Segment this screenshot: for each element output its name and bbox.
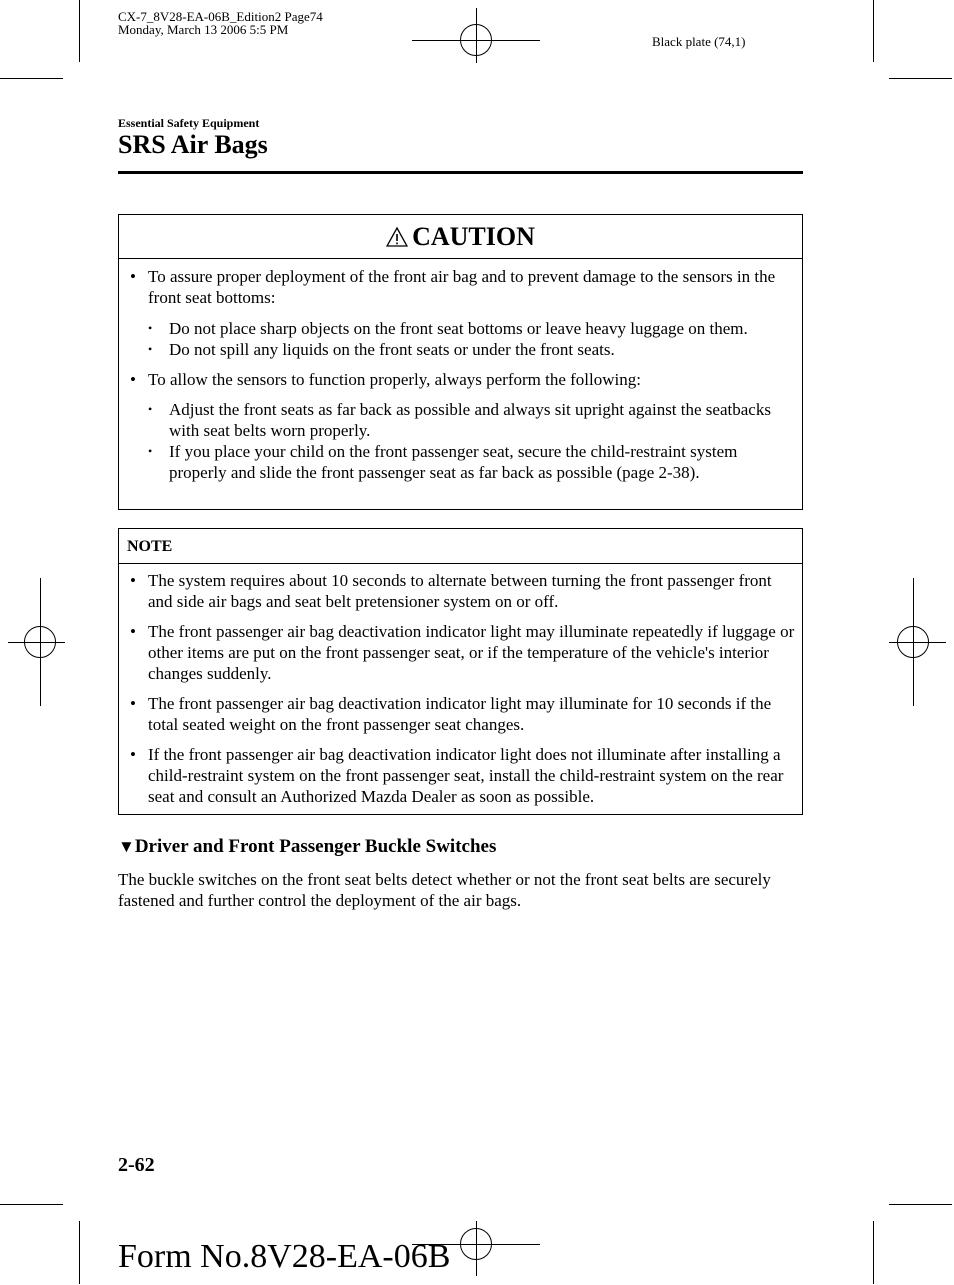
title-rule <box>118 171 803 174</box>
warning-triangle-icon <box>386 226 408 248</box>
caution-item <box>119 369 796 390</box>
note-body <box>119 564 802 807</box>
caution-subitem-text: If you place your child on the front passenger seat, secure the child-restraint system properly and slide the front passenger seat as far back as possible (page 2-38). <box>169 442 738 482</box>
caution-box <box>118 214 803 510</box>
body-paragraph: The buckle switches on the front seat belts detect whether or not the front seat belts are securely fastened and further control the deployment of the air bags. <box>118 870 771 910</box>
caution-item-text: To assure proper deployment of the front air bag and to prevent damage to the sensors in the front seat bottoms: <box>148 267 776 307</box>
subsection-heading <box>118 836 496 858</box>
form-number: Form No.8V28-EA-06B <box>118 1238 451 1275</box>
crop-mark <box>889 78 952 79</box>
registration-circle <box>460 1228 492 1260</box>
crop-mark <box>79 1221 80 1284</box>
note-item <box>119 744 796 807</box>
note-item <box>119 621 796 684</box>
caution-subitem <box>119 441 796 483</box>
crop-mark <box>873 1221 874 1284</box>
registration-circle <box>897 626 929 658</box>
crop-mark <box>889 1204 952 1205</box>
crop-mark <box>79 0 80 62</box>
print-file-line: CX-7_8V28-EA-06B_Edition2 Page74 <box>118 9 323 24</box>
caution-subitem-text: Adjust the front seats as far back as possible and always sit upright against the seatbacks with seat belts worn properly. <box>169 400 771 440</box>
caution-heading: CAUTION <box>412 221 535 251</box>
bullet-dot-icon: • <box>148 402 153 416</box>
page-title: SRS Air Bags <box>118 130 268 159</box>
crop-mark <box>0 1204 63 1205</box>
note-item <box>119 570 796 612</box>
note-item-text: If the front passenger air bag deactivation indicator light does not illuminate after installing a child-restraint system on the front passenger seat, install the child-restraint system on the rear seat and consult an Authorized Mazda Dealer as soon as possible. <box>148 745 784 806</box>
caution-subitem <box>119 339 796 360</box>
subsection-heading-text: Driver and Front Passenger Buckle Switches <box>134 836 497 857</box>
plate-label: Black plate (74,1) <box>652 34 746 49</box>
caution-body <box>119 259 802 483</box>
bullet-dot-icon: • <box>130 571 136 590</box>
registration-circle <box>460 24 492 56</box>
bullet-dot-icon: • <box>148 444 153 458</box>
note-item-text: The front passenger air bag deactivation indicator light may illuminate repeatedly if luggage or other items are put on the front passenger seat, or if the temperature of the vehicle's interior changes suddenly. <box>148 622 795 683</box>
caution-subitem <box>119 318 796 339</box>
print-date-line: Monday, March 13 2006 5:5 PM <box>118 22 289 37</box>
bullet-dot-icon: • <box>130 694 136 713</box>
note-item <box>119 693 796 735</box>
bullet-dot-icon: • <box>130 370 136 389</box>
note-heading: NOTE <box>119 529 802 564</box>
page-number: 2-62 <box>118 1154 155 1176</box>
triangle-down-icon: ▼ <box>118 837 135 856</box>
bullet-dot-icon: • <box>130 267 136 286</box>
caution-subitem <box>119 399 796 441</box>
crop-mark <box>873 0 874 62</box>
bullet-dot-icon: • <box>148 342 153 356</box>
bullet-dot-icon: • <box>130 745 136 764</box>
caution-header <box>119 215 802 259</box>
bullet-dot-icon: • <box>148 321 153 335</box>
note-item-text: The system requires about 10 seconds to alternate between turning the front passenger front and side air bags and seat belt pretensioner system on or off. <box>148 571 772 611</box>
caution-subitem-text: Do not spill any liquids on the front seats or under the front seats. <box>169 340 615 359</box>
bullet-dot-icon: • <box>130 622 136 641</box>
note-box <box>118 528 803 815</box>
section-label: Essential Safety Equipment <box>118 116 260 130</box>
note-item-text: The front passenger air bag deactivation indicator light may illuminate for 10 seconds if the total seated weight on the front passenger seat changes. <box>148 694 772 734</box>
crop-mark <box>0 78 63 79</box>
caution-item <box>119 266 796 308</box>
registration-circle <box>24 626 56 658</box>
caution-item-text: To allow the sensors to function properly, always perform the following: <box>148 370 641 389</box>
caution-subitem-text: Do not place sharp objects on the front seat bottoms or leave heavy luggage on them. <box>169 319 748 338</box>
